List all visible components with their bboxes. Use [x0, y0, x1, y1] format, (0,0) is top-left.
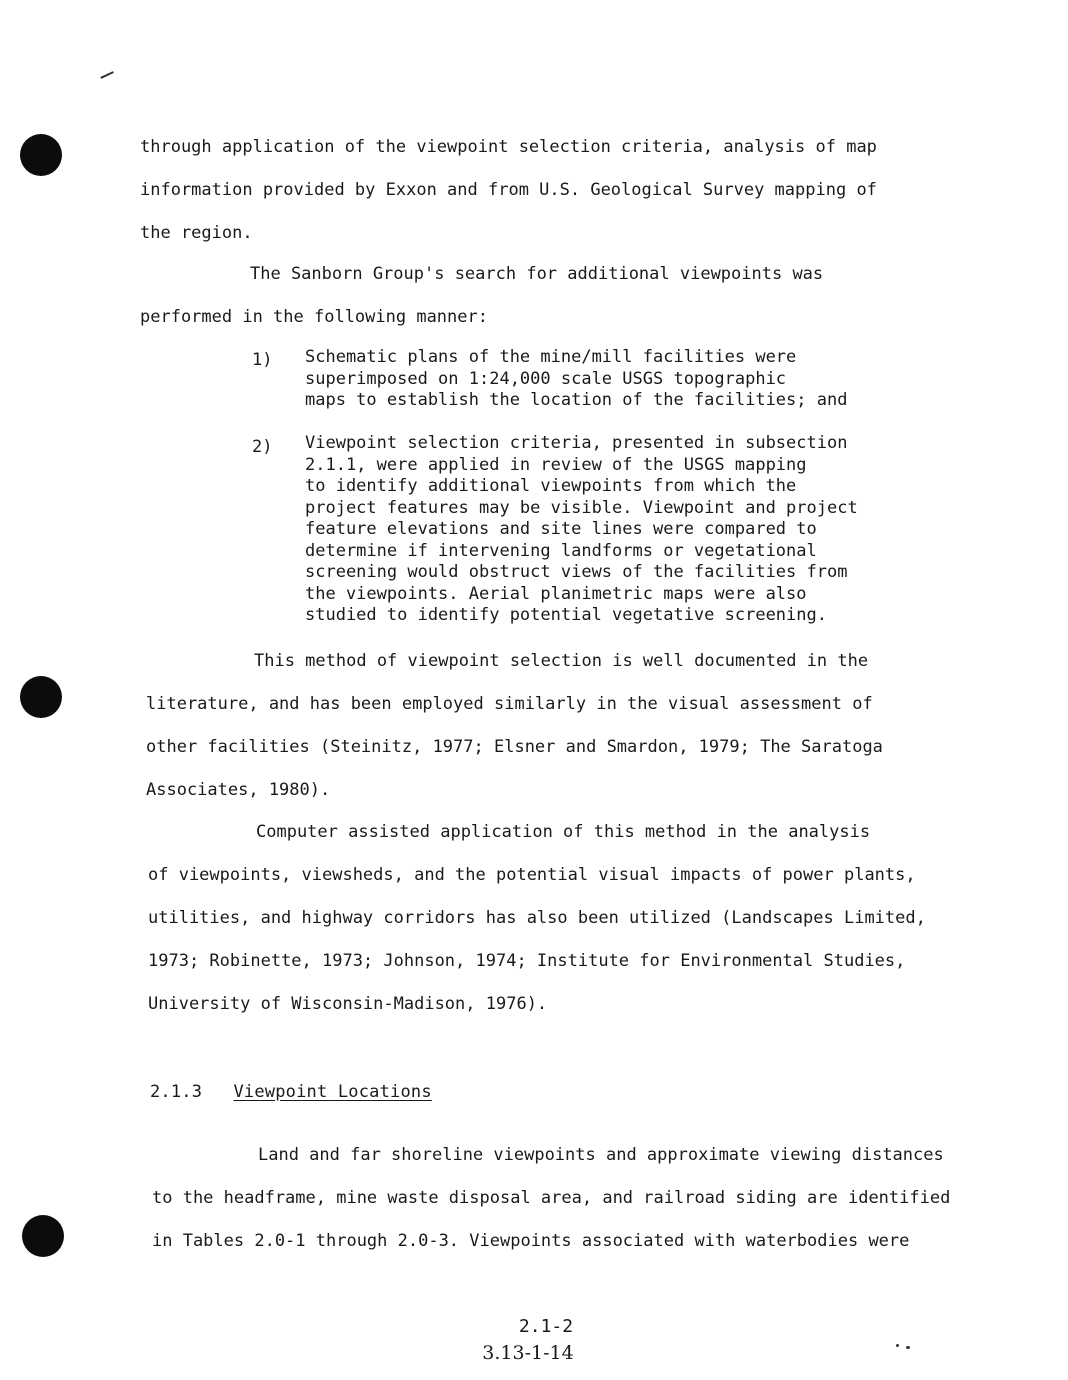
- list-item-line: feature elevations and site lines were compared to: [305, 519, 817, 539]
- computer-assisted-paragraph: [148, 811, 926, 1026]
- paragraph-line: the region.: [140, 223, 253, 243]
- scan-speck: [896, 1344, 899, 1347]
- paragraph-line: other facilities (Steinitz, 1977; Elsner and Smardon, 1979; The Saratoga: [146, 737, 883, 757]
- paragraph-line: Associates, 1980).: [146, 780, 331, 800]
- list-item: [305, 347, 847, 412]
- list-item-line: the viewpoints. Aerial planimetric maps were also: [305, 583, 807, 604]
- paragraph-line: literature, and has been employed similarly in the visual assessment of: [146, 694, 873, 714]
- paragraph-line: performed in the following manner:: [140, 307, 488, 327]
- paragraph-line: through application of the viewpoint selection criteria, analysis of map: [140, 137, 877, 157]
- punch-hole-middle: [20, 676, 62, 718]
- list-item-line: to identify additional viewpoints from which the: [305, 476, 797, 496]
- paragraph-line: The Sanborn Group's search for additional viewpoints was: [250, 264, 824, 284]
- punch-hole-top: [20, 134, 62, 176]
- list-item-line: studied to identify potential vegetative screening.: [305, 605, 827, 625]
- list-item-line: Viewpoint selection criteria, presented in subsection: [305, 433, 848, 453]
- paragraph-line: University of Wisconsin-Madison, 1976).: [148, 994, 548, 1014]
- list-item-line: Schematic plans of the mine/mill facilities were: [305, 347, 797, 367]
- intro-paragraph: [140, 126, 877, 255]
- paragraph-line: 1973; Robinette, 1973; Johnson, 1974; Institute for Environmental Studies,: [148, 951, 906, 971]
- locations-paragraph: [152, 1134, 950, 1263]
- list-item-number: 1): [252, 350, 273, 370]
- list-item-line: screening would obstruct views of the facilities from: [305, 562, 848, 582]
- paragraph-line: Computer assisted application of this method in the analysis: [256, 822, 871, 842]
- punch-hole-bottom: [22, 1215, 64, 1257]
- list-item-number: 2): [252, 437, 273, 457]
- list-item-line: determine if intervening landforms or vegetational: [305, 540, 817, 561]
- section-number: 2.1.3: [150, 1082, 203, 1102]
- list-item: [305, 433, 858, 627]
- section-heading: [150, 1082, 432, 1102]
- paragraph-line: of viewpoints, viewsheds, and the potential visual impacts of power plants,: [148, 865, 916, 885]
- scan-speck: [906, 1346, 910, 1349]
- list-item-line: superimposed on 1:24,000 scale USGS topographic: [305, 368, 787, 389]
- scan-speck: [100, 71, 113, 78]
- method-paragraph: [146, 640, 883, 812]
- list-item-line: project features may be visible. Viewpoint and project: [305, 497, 858, 518]
- paragraph-line: utilities, and highway corridors has also been utilized (Landscapes Limited,: [148, 908, 926, 928]
- list-item-line: 2.1.1, were applied in review of the USGS mapping: [305, 454, 807, 475]
- list-item-line: maps to establish the location of the facilities; and: [305, 390, 848, 410]
- reference-number: 3.13-1-14: [482, 1342, 574, 1364]
- paragraph-line: This method of viewpoint selection is well documented in the: [254, 651, 869, 671]
- paragraph-line: Land and far shoreline viewpoints and approximate viewing distances: [258, 1145, 944, 1165]
- paragraph-line: to the headframe, mine waste disposal area, and railroad siding are identified: [152, 1188, 951, 1208]
- paragraph-line: in Tables 2.0-1 through 2.0-3. Viewpoints associated with waterbodies were: [152, 1231, 910, 1251]
- page-number: 2.1-2: [518, 1316, 574, 1337]
- search-paragraph: [140, 253, 823, 339]
- section-title: Viewpoint Locations: [233, 1082, 432, 1102]
- paragraph-line: information provided by Exxon and from U.S. Geological Survey mapping of: [140, 180, 877, 200]
